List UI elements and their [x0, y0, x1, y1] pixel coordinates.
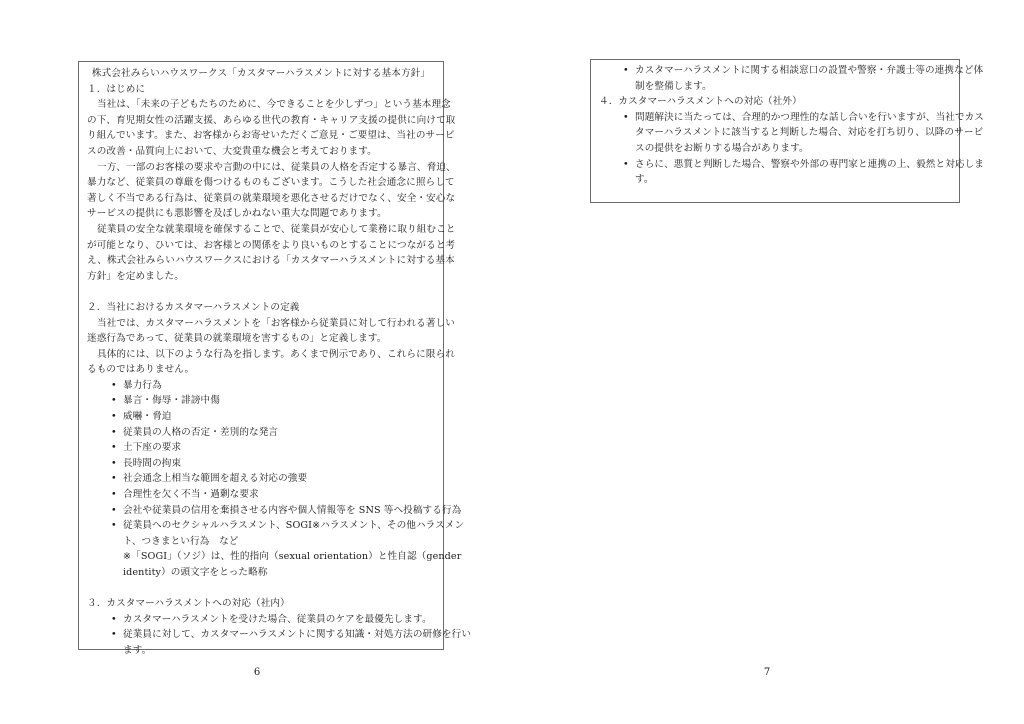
section-3-heading: ３．カスタマーハラスメントへの対応（社内） [87, 598, 290, 610]
internal-response-list-continued [599, 63, 984, 94]
page-number-6: 6 [253, 667, 261, 678]
list-item-continuation: ます。 [123, 644, 152, 656]
list-item-text: 土下座の要求 [123, 442, 182, 454]
section-4-heading: ４．カスタマーハラスメントへの対応（社外） [599, 96, 802, 108]
text-line: え、株式会社みらいハウスワークスにおける「カスタマーハラスメントに対する基本 [87, 255, 455, 267]
page-7-content-box [590, 59, 984, 203]
list-item-text: さらに、悪質と判断した場合、警察や外部の専門家と連携の上、毅然と対応しま [635, 158, 984, 170]
section-1-paragraph-2 [87, 160, 456, 222]
list-item-text: 会社や従業員の信用を棄損させる内容や個人情報等を SNS 等へ投稿する行為 [123, 504, 462, 516]
list-item-text: 従業員へのセクシャルハラスメント、SOGI※ハラスメント、その他ハラスメン [123, 520, 465, 532]
bullet-icon: • [111, 473, 117, 485]
list-item-text: カスタマーハラスメントを受けた場合、従業員のケアを最優先します。 [123, 613, 432, 625]
list-item [87, 393, 435, 409]
list-item [87, 503, 462, 519]
bullet-icon: • [111, 442, 117, 454]
sogi-note-continuation: identity）の頭文字をとった略称 [123, 567, 268, 578]
bullet-icon: • [623, 158, 629, 170]
list-item [87, 440, 435, 456]
list-item-continuation: ト、つきまとい行為 など [123, 535, 239, 547]
page-number-7: 7 [763, 667, 771, 678]
list-item [87, 627, 472, 643]
text-line: スの改善・品質向上において、大変貴重な機会と考えております。 [87, 145, 377, 157]
list-item-text: 威嚇・脅迫 [123, 411, 172, 423]
text-line: サービスの提供にも悪影響を及ぼしかねない重大な問題であります。 [87, 208, 387, 220]
external-response-list [599, 110, 984, 188]
list-item-text: 従業員に対して、カスタマーハラスメントに関する知識・対処方法の研修を行い [123, 629, 472, 641]
section-1-paragraph-3 [87, 222, 456, 284]
list-item-continuation: す。 [635, 174, 654, 186]
bullet-icon: • [111, 426, 117, 438]
list-item-text: カスタマーハラスメントに関する相談窓口の設置や警察・弁護士等の連携など体 [635, 65, 984, 76]
text-line: 具体的には、以下のような行為を指します。あくまで例示であり、これらに限られ [97, 348, 455, 360]
list-item [87, 518, 465, 534]
list-item [87, 456, 435, 472]
section-2-paragraph-1 [87, 316, 455, 347]
bullet-icon: • [111, 489, 117, 501]
bullet-icon: • [111, 379, 117, 391]
list-item-text: 合理性を欠く不当・過剰な要求 [123, 489, 259, 501]
list-item-text: 暴言・侮辱・誹謗中傷 [123, 395, 220, 407]
bullet-icon: • [111, 613, 117, 625]
list-item-text: 社会通念上相当な範囲を超える対応の強要 [123, 473, 308, 485]
text-line: が可能となり、ひいては、お客様との関係をより良いものとすることにつながると考 [87, 239, 456, 251]
text-line: 方針」を定めました。 [87, 270, 184, 282]
section-2-heading: ２．当社におけるカスタマーハラスメントの定義 [87, 301, 300, 313]
spacer [87, 284, 435, 300]
bullet-icon: • [111, 629, 117, 641]
list-item [599, 110, 984, 126]
bullet-icon: • [623, 65, 629, 76]
list-item-continuation: タマーハラスメントに該当すると判断した場合、対応を打ち切り、以降のサービ [635, 127, 984, 139]
list-item-continuation: 制を整備します。 [635, 80, 712, 92]
bullet-icon: • [111, 411, 117, 423]
list-item [599, 63, 984, 79]
bullet-icon: • [623, 111, 629, 123]
bullet-icon: • [111, 457, 117, 469]
list-item [599, 157, 984, 173]
bullet-icon: • [111, 520, 117, 532]
list-item-text: 暴力行為 [123, 379, 162, 391]
section-2-paragraph-2 [87, 347, 455, 378]
policy-title: 株式会社みらいハウスワークス「カスタマーハラスメントに対する基本方針」 [91, 68, 431, 79]
sogi-note: ※「SOGI」（ソジ）は、性的指向（sexual orientation）と性自認（gender [123, 551, 462, 563]
text-line: 従業員の安全な就業環境を確保することで、従業員が安心して業務に取り組むこと [97, 223, 456, 235]
text-line: 暴力など、従業員の尊厳を傷つけるものもございます。こうした社会通念に照らして [87, 177, 455, 189]
list-item-text: 問題解決に当たっては、合理的かつ理性的な話し合いを行いますが、当社でカス [635, 111, 984, 123]
list-item [87, 409, 435, 425]
harassment-examples-list [87, 378, 465, 550]
list-item [87, 487, 435, 503]
bullet-icon: • [111, 395, 117, 407]
text-line: 当社は、「未来の子どもたちのために、今できることを少しずつ」という基本理念 [97, 99, 451, 111]
section-1-heading: １．はじめに [87, 83, 146, 95]
section-1-paragraph-1 [87, 97, 456, 159]
bullet-icon: • [111, 504, 117, 516]
list-item [87, 378, 435, 394]
list-item-text: 従業員の人格の否定・差別的な発言 [123, 426, 279, 438]
list-item [87, 471, 435, 487]
list-item-text: 長時間の拘束 [123, 457, 182, 469]
text-line: り組んでいます。また、お客様からお寄せいただくご意見・ご要望は、当社のサービ [87, 130, 455, 142]
text-line: 迷惑行為であって、従業員の就業環境を害するもの」と定義します。 [87, 333, 387, 345]
internal-response-list [87, 612, 472, 659]
text-line: るものではありません。 [87, 364, 195, 376]
text-line: 一方、一部のお客様の要求や言動の中には、従業員の人格を否定する暴言、脅迫、 [97, 161, 456, 173]
page-6-content-box [78, 61, 472, 656]
text-line: の下、育児期女性の活躍支援、あらゆる世代の教育・キャリア支援の提供に向けて取 [87, 114, 456, 126]
list-item [87, 612, 435, 628]
text-line: 著しく不当である行為は、従業員の就業環境を悪化させるだけでなく、安全・安心な [87, 192, 456, 204]
list-item-continuation: スの提供をお断りする場合があります。 [635, 142, 809, 154]
list-item [87, 425, 435, 441]
spacer [87, 581, 435, 597]
text-line: 当社では、カスタマーハラスメントを「お客様から従業員に対して行われる著しい [97, 317, 455, 329]
